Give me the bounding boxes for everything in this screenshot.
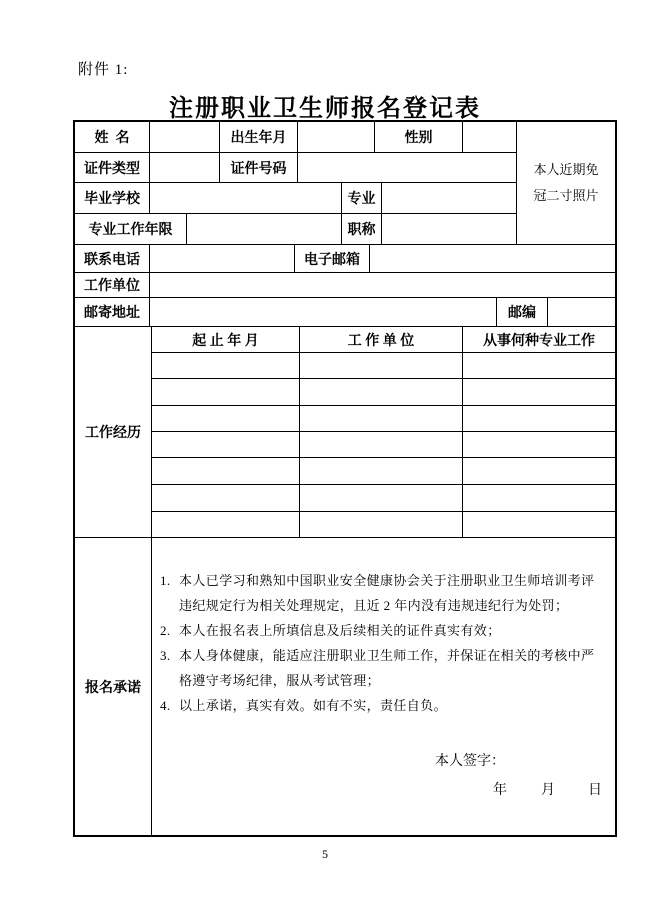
date-month-label: 月 [541, 783, 555, 798]
birth-date-field[interactable] [298, 122, 375, 153]
photo-area[interactable] [517, 122, 615, 245]
major-field[interactable] [382, 183, 517, 214]
employer-label: 工作单位 [75, 273, 150, 298]
work-history-employer-cell[interactable] [300, 406, 463, 432]
promise-content [152, 538, 615, 835]
work-history-profession-cell[interactable] [463, 432, 615, 458]
promise-item [160, 643, 604, 693]
attachment-label: 附件 1: [78, 62, 129, 78]
work-history-profession-cell[interactable] [463, 512, 615, 538]
work-history-period-cell[interactable] [152, 432, 300, 458]
graduate-school-field[interactable] [150, 183, 342, 214]
work-history-employer-cell[interactable] [300, 512, 463, 538]
email-label: 电子邮箱 [295, 245, 370, 273]
professional-years-label: 专业工作年限 [75, 214, 187, 245]
work-history-row [152, 379, 615, 406]
postal-code-field[interactable] [548, 298, 615, 327]
mailing-address-label: 邮寄地址 [75, 298, 150, 327]
work-history-period-cell[interactable] [152, 512, 300, 538]
work-history-row [152, 406, 615, 432]
work-history-period-cell[interactable] [152, 353, 300, 379]
work-history-row [152, 485, 615, 512]
work-history-row [152, 353, 615, 379]
work-history-profession-cell[interactable] [463, 379, 615, 406]
graduate-school-label: 毕业学校 [75, 183, 150, 214]
signature-label: 本人签字： [435, 754, 505, 769]
work-history-profession-cell[interactable] [463, 485, 615, 512]
promise-item-number: 3. [160, 648, 171, 663]
promise-items [160, 568, 604, 718]
work-history-profession-cell[interactable] [463, 353, 615, 379]
form-title: 注册职业卫生师报名登记表 [169, 96, 481, 122]
promise-item-text: 本人在报名表上所填信息及后续相关的证件真实有效； [179, 623, 501, 638]
phone-field[interactable] [150, 245, 295, 273]
work-history-employer-cell[interactable] [300, 353, 463, 379]
work-history-row [152, 512, 615, 538]
work-history-col-profession: 从事何种专业工作 [463, 327, 615, 353]
promise-item-number: 1. [160, 573, 171, 588]
date-year-label: 年 [493, 783, 507, 798]
phone-label: 联系电话 [75, 245, 150, 273]
photo-note-line1: 本人近期免 [533, 162, 599, 177]
work-history-label: 工作经历 [75, 327, 152, 538]
name-label: 姓 名 [75, 122, 150, 153]
promise-item [160, 568, 604, 618]
gender-label: 性别 [375, 122, 463, 153]
work-history-period-cell[interactable] [152, 379, 300, 406]
id-number-field[interactable] [298, 153, 517, 183]
work-history-col-employer: 工 作 单 位 [300, 327, 463, 353]
work-history-employer-cell[interactable] [300, 458, 463, 485]
promise-item-number: 2. [160, 623, 171, 638]
promise-item-text: 以上承诺，真实有效。如有不实，责任自负。 [179, 698, 448, 713]
page-number: 5 [322, 847, 328, 861]
promise-item-text: 本人已学习和熟知中国职业安全健康协会关于注册职业卫生师培训考评违纪规定行为相关处理规定，且近 2 年内没有违规违纪行为处罚； [179, 573, 595, 613]
work-history-employer-cell[interactable] [300, 485, 463, 512]
employer-field[interactable] [150, 273, 615, 298]
registration-form-table [73, 120, 617, 837]
work-history-period-cell[interactable] [152, 406, 300, 432]
birth-date-label: 出生年月 [220, 122, 298, 153]
job-title-field[interactable] [382, 214, 517, 245]
job-title-label: 职称 [342, 214, 382, 245]
postal-code-label: 邮编 [497, 298, 548, 327]
professional-years-field[interactable] [187, 214, 342, 245]
photo-note-line2: 冠二寸照片 [533, 188, 599, 203]
work-history-row [152, 432, 615, 458]
work-history-profession-cell[interactable] [463, 458, 615, 485]
email-field[interactable] [370, 245, 615, 273]
work-history-employer-cell[interactable] [300, 379, 463, 406]
work-history-period-cell[interactable] [152, 485, 300, 512]
date-day-label: 日 [588, 783, 602, 798]
work-history-profession-cell[interactable] [463, 406, 615, 432]
promise-item-number: 4. [160, 698, 171, 713]
promise-item [160, 693, 604, 718]
id-type-field[interactable] [150, 153, 220, 183]
gender-field[interactable] [463, 122, 517, 153]
work-history-col-period: 起 止 年 月 [152, 327, 300, 353]
mailing-address-field[interactable] [150, 298, 497, 327]
promise-label: 报名承诺 [75, 538, 152, 835]
major-label: 专业 [342, 183, 382, 214]
name-field[interactable] [150, 122, 220, 153]
id-number-label: 证件号码 [220, 153, 298, 183]
work-history-period-cell[interactable] [152, 458, 300, 485]
id-type-label: 证件类型 [75, 153, 150, 183]
work-history-employer-cell[interactable] [300, 432, 463, 458]
work-history-header-row [152, 327, 615, 353]
promise-item [160, 618, 604, 643]
promise-item-text: 本人身体健康，能适应注册职业卫生师工作，并保证在相关的考核中严格遵守考场纪律，服从考试管理； [179, 648, 595, 688]
work-history-row [152, 458, 615, 485]
